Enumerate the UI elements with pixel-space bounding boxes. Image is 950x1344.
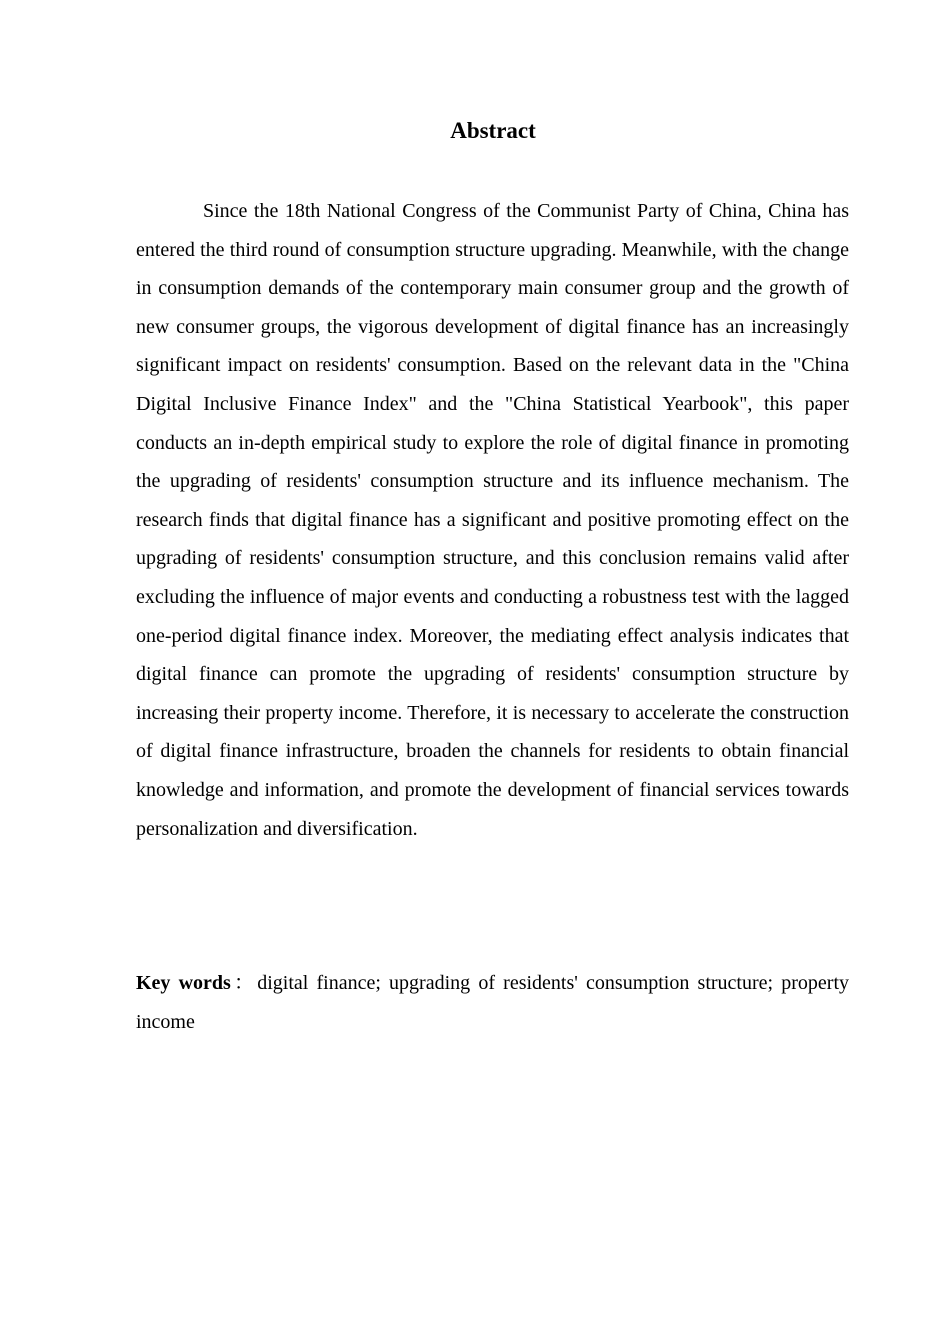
keywords-label: Key words [136, 972, 231, 994]
abstract-title: Abstract [450, 118, 536, 143]
keywords-separator: ： [230, 972, 258, 994]
keywords-text: digital finance; upgrading of residents' consumption structure; property income [136, 972, 849, 1033]
keywords-line [136, 964, 849, 1041]
abstract-paragraph: Since the 18th National Congress of the Communist Party of China, China has entered the third round of consumption structure upgrading. Meanwhile, with the change in consumption demands of the contemporary main consumer group and the growth of new consumer groups, the vigorous development of digital finance has an increasingly significant impact on residents' consumption. Based on the relevant data in the "China Digital Inclusive Finance Index" and the "China Statistical Yearbook", this paper conducts an in-depth empirical study to explore the role of digital finance in promoting the upgrading of residents' consumption structure and its influence mechanism. The research finds that digital finance has a significant and positive promoting effect on the upgrading of residents' consumption structure, and this conclusion remains valid after excluding the influence of major events and conducting a robustness test with the lagged one-period digital finance index. Moreover, the mediating effect analysis indicates that digital finance can promote the upgrading of residents' consumption structure by increasing their property income. Therefore, it is necessary to accelerate the construction of digital finance infrastructure, broaden the channels for residents to obtain financial knowledge and information, and promote the development of financial services towards personalization and diversification. [136, 200, 849, 840]
